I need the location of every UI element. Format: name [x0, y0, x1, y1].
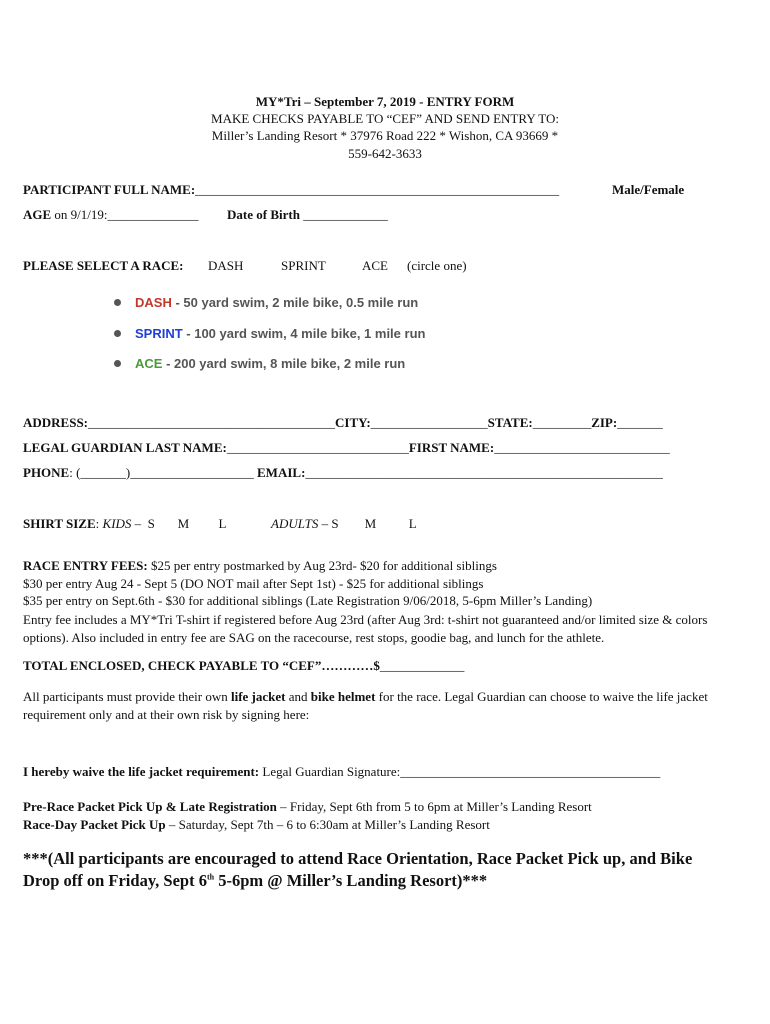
- shirt-size-label: SHIRT SIZE: [23, 516, 96, 531]
- zip-label: ZIP:: [591, 415, 618, 430]
- mailing-address: Miller’s Landing Resort * 37976 Road 222 * Wishon, CA 93669 *: [211, 128, 559, 143]
- safety-text-2: for the race. Legal Guardian can choose to waive the life jacket requirement only and at their own risk by signing here:: [23, 689, 708, 722]
- circle-one-note: (circle one): [407, 258, 467, 273]
- phone-label: PHONE: [23, 465, 70, 480]
- email-label: EMAIL:: [253, 465, 306, 480]
- waiver-label: I hereby waive the life jacket requirement:: [23, 764, 260, 779]
- safety-text-1: All participants must provide their own: [23, 689, 231, 704]
- total-row: [23, 658, 464, 674]
- checks-instruction: MAKE CHECKS PAYABLE TO “CEF” AND SEND ENTRY TO:: [211, 111, 559, 126]
- age-field[interactable]: ______________: [107, 207, 199, 222]
- adult-sizes[interactable]: – S M L: [321, 516, 417, 531]
- state-field[interactable]: _________: [532, 415, 592, 430]
- waiver-row: [23, 764, 660, 780]
- race-item-dash: [114, 295, 418, 311]
- safety-and: and: [285, 689, 311, 704]
- pre-race-pickup: [23, 799, 592, 815]
- bullet-icon: [114, 360, 121, 367]
- pre-race-pickup-text: – Friday, Sept 6th from 5 to 6pm at Miller’s Landing Resort: [276, 799, 592, 814]
- shirt-size-row: SHIRT SIZE: KIDS – S M L: [23, 516, 227, 531]
- race-item-name: SPRINT: [135, 326, 183, 341]
- total-field[interactable]: _____________: [379, 658, 465, 673]
- adult-sizes-row: [271, 516, 417, 532]
- life-jacket-text: life jacket: [230, 689, 286, 704]
- phone-field[interactable]: : (_______)___________________: [69, 465, 254, 480]
- address-label: ADDRESS:: [23, 415, 89, 430]
- form-title: MY*Tri – September 7, 2019 - ENTRY FORM: [255, 94, 515, 109]
- safety-notice: [23, 688, 738, 723]
- kids-label: KIDS: [102, 516, 132, 531]
- guardian-row: [23, 440, 670, 456]
- dob-field[interactable]: _____________: [299, 207, 388, 222]
- bullet-icon: [114, 299, 121, 306]
- guardian-first-name-label: FIRST NAME:: [408, 440, 495, 455]
- guardian-last-name-field[interactable]: ____________________________: [226, 440, 409, 455]
- race-item-ace: [114, 356, 405, 372]
- bike-helmet-text: bike helmet: [310, 689, 376, 704]
- email-field[interactable]: _______________________________________________________: [305, 465, 663, 480]
- race-option-ace[interactable]: ACE: [362, 258, 388, 273]
- race-item-desc: - 50 yard swim, 2 mile bike, 0.5 mile run: [171, 295, 419, 310]
- orientation-time-place: 5-6pm @ Miller’s Landing Resort)***: [214, 871, 488, 890]
- race-item-name: ACE: [135, 356, 163, 371]
- guardian-last-name-label: LEGAL GUARDIAN LAST NAME:: [23, 440, 227, 455]
- bullet-icon: [114, 330, 121, 337]
- signature-field[interactable]: ________________________________________: [400, 764, 661, 779]
- participant-name-row: [23, 182, 559, 198]
- adults-label: ADULTS: [271, 516, 319, 531]
- contact-phone: 559-642-3633: [348, 146, 422, 161]
- pre-race-pickup-label: Pre-Race Packet Pick Up & Late Registration: [23, 799, 277, 814]
- state-label: STATE:: [487, 415, 533, 430]
- gender-field[interactable]: Male/Female: [612, 182, 685, 197]
- race-day-pickup-text: – Saturday, Sept 7th – 6 to 6:30am at Miller’s Landing Resort: [165, 817, 490, 832]
- race-option-sprint[interactable]: SPRINT: [281, 258, 326, 273]
- race-option-dash[interactable]: DASH: [208, 258, 244, 273]
- race-day-pickup: [23, 817, 490, 833]
- race-select-label: PLEASE SELECT A RACE:: [23, 258, 184, 273]
- dob-label: Date of Birth: [227, 207, 300, 222]
- age-label: AGE: [23, 207, 52, 222]
- race-item-desc: - 100 yard swim, 4 mile bike, 1 mile run: [182, 326, 426, 341]
- fees-text-1: $25 per entry postmarked by Aug 23rd- $20 for additional siblings: [147, 558, 497, 573]
- phone-email-row: [23, 465, 663, 481]
- fees-line-1: [23, 558, 497, 574]
- zip-field[interactable]: _______: [617, 415, 663, 430]
- signature-label: Legal Guardian Signature:: [259, 764, 401, 779]
- orientation-date: Drop off on Friday, Sept 6: [23, 871, 207, 890]
- race-item-sprint: [114, 326, 425, 342]
- dob-row: [227, 207, 388, 223]
- participant-name-field[interactable]: ________________________________________________________: [195, 182, 560, 197]
- participant-name-label: PARTICIPANT FULL NAME:: [23, 182, 196, 197]
- race-item-desc: - 200 yard swim, 8 mile bike, 2 mile run: [162, 356, 406, 371]
- guardian-first-name-field[interactable]: ___________________________: [494, 440, 670, 455]
- total-label: TOTAL ENCLOSED, CHECK PAYABLE TO “CEF”…………$: [23, 658, 380, 673]
- orientation-notice-line-2: [23, 870, 487, 892]
- race-item-name: DASH: [135, 295, 172, 310]
- city-label: CITY:: [335, 415, 371, 430]
- race-day-pickup-label: Race-Day Packet Pick Up: [23, 817, 166, 832]
- city-field[interactable]: __________________: [370, 415, 488, 430]
- date-suffix: th: [206, 872, 215, 882]
- kids-sizes[interactable]: – S M L: [134, 516, 227, 531]
- fees-label: RACE ENTRY FEES:: [23, 558, 148, 573]
- age-row: [23, 207, 199, 223]
- age-date-text: on 9/1/19:: [51, 207, 108, 222]
- address-field[interactable]: ______________________________________: [88, 415, 336, 430]
- fees-line-2: $30 per entry Aug 24 - Sept 5 (DO NOT mail after Sept 1st) - $25 for additional siblings: [23, 576, 484, 591]
- address-row: [23, 415, 663, 431]
- fees-line-3: $35 per entry on Sept.6th - $30 for additional siblings (Late Registration 9/06/2018, 5-6pm Miller’s Landing): [23, 593, 593, 608]
- orientation-notice-line-1: ***(All participants are encouraged to attend Race Orientation, Race Packet Pick up, and Bike: [23, 849, 693, 868]
- fees-line-4: Entry fee includes a MY*Tri T-shirt if registered before Aug 23rd (after Aug 3rd: t-shirt not guaranteed and/or limited size & colors options). Also included in entry fee are SAG on the racecourse, rest stops, goodie bag, and lunch for the athlete.: [23, 612, 708, 645]
